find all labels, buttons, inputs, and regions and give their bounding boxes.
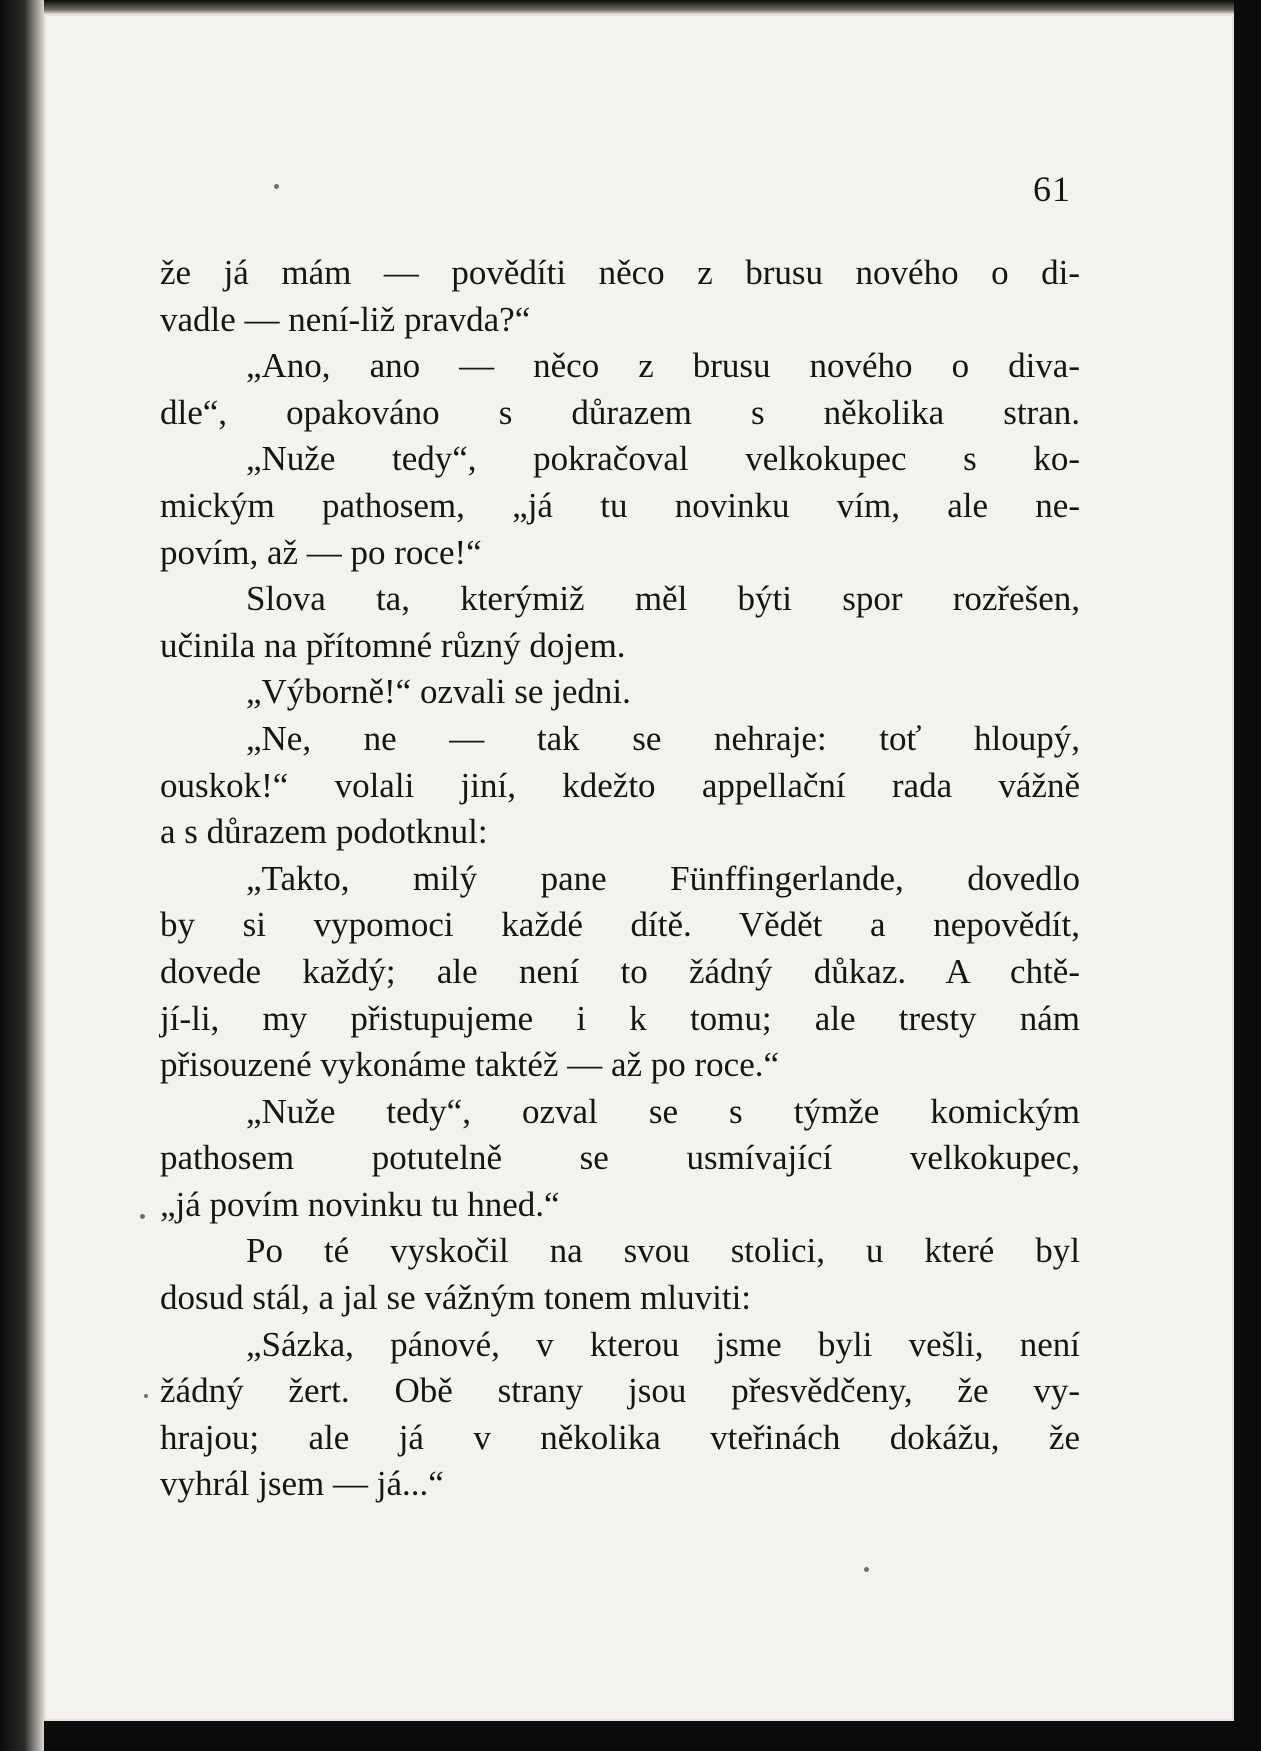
text-line: Slova ta, kterýmiž měl býti spor rozřešen, <box>246 579 1080 619</box>
text-line: vyhrál jsem — já...“ <box>160 1464 444 1504</box>
text-line: pathosem potutelně se usmívající velkokupec, <box>160 1138 1080 1178</box>
text-line: a s důrazem podotknul: <box>160 812 488 852</box>
text-line: dle“, opakováno s důrazem s několika stran. <box>160 392 1080 432</box>
text-line: by si vypomoci každé dítě. Vědět a nepovědít, <box>160 905 1080 945</box>
text-line: „Nuže tedy“, pokračoval velkokupec s ko- <box>246 439 1080 479</box>
text-line: „Nuže tedy“, ozval se s týmže komickým <box>246 1091 1080 1131</box>
text-line: přisouzené vykonáme taktéž — až po roce.“ <box>160 1045 780 1085</box>
text-line: Po té vyskočil na svou stolici, u které byl <box>246 1231 1080 1271</box>
text-line: „Sázka, pánové, v kterou jsme byli vešli, není <box>246 1324 1080 1364</box>
text-line: ouskok!“ volali jiní, kdežto appellační rada vážně <box>160 765 1080 805</box>
text-line: „Výborně!“ ozvali se jedni. <box>246 672 631 712</box>
text-line: učinila na přítomné různý dojem. <box>160 625 626 665</box>
text-line: žádný žert. Obě strany jsou přesvědčeny, že vy- <box>160 1371 1080 1411</box>
text-line: vadle — není-liž pravda?“ <box>160 299 531 339</box>
body-text <box>160 250 1080 1508</box>
book-spine-edge <box>0 0 44 1751</box>
text-line: že já mám — povědíti něco z brusu nového o di- <box>160 253 1080 292</box>
text-line: povím, až — po roce!“ <box>160 532 482 572</box>
text-line: „Takto, milý pane Fünffingerlande, dovedlo <box>246 858 1080 898</box>
paper-speck <box>864 1567 869 1572</box>
text-line: dosud stál, a jal se vážným tonem mluviti: <box>160 1278 752 1318</box>
text-line: hrajou; ale já v několika vteřinách dokážu, že <box>160 1417 1080 1457</box>
text-line: „já povím novinku tu hned.“ <box>160 1184 560 1224</box>
text-line: „Ne, ne — tak se nehraje: toť hloupý, <box>246 718 1080 758</box>
text-line: „Ano, ano — něco z brusu nového o diva- <box>246 346 1080 386</box>
paper-speck <box>274 184 279 189</box>
paper-speck <box>140 1214 145 1219</box>
text-line: jí-li, my přistupujeme i k tomu; ale tresty nám <box>160 998 1080 1038</box>
page-number: 61 <box>1033 169 1071 209</box>
text-line: dovede každý; ale není to žádný důkaz. A chtě- <box>160 951 1080 991</box>
text-line: mickým pathosem, „já tu novinku vím, ale ne- <box>160 485 1080 525</box>
paper-speck <box>144 1394 148 1398</box>
page-top-edge <box>44 0 1234 14</box>
